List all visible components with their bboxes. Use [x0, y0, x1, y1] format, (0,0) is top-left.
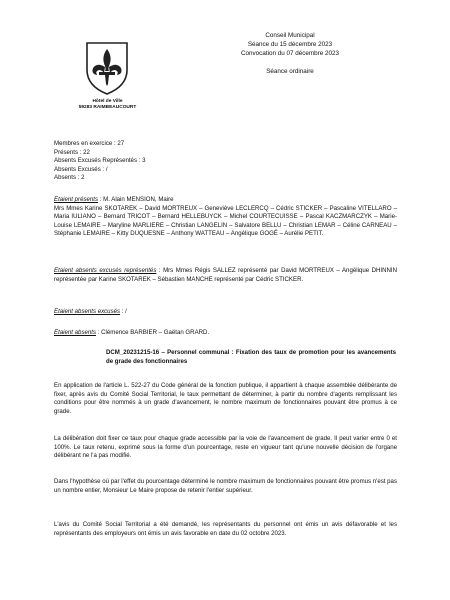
count-presents: Présents : 22: [54, 148, 90, 156]
excused-represented-text: : Mrs Mmes Régis SALLEZ représenté par David MORTREUX – Angélique DHINNIN représentée par Karine SKOTAREK – Sébastien MANCHE représenté par Cédric STICKER.: [54, 267, 397, 283]
absents-text: : Clémence BARBIER – Gaëtan GRARD.: [96, 329, 210, 336]
absents-label: Etaient absents: [54, 329, 97, 336]
session-header: [215, 31, 365, 76]
session-date: Séance du 15 décembre 2023: [247, 41, 333, 48]
count-exercice: Membres en exercice : 27: [54, 140, 125, 147]
deliberation-title: DCM_20231215-16 – Personnel communal : Fixation des taux de promotion pour les avancements de grade des fonctionnaires: [106, 349, 396, 365]
absents-section: [54, 329, 397, 338]
count-excuses: Absents Excusés : /: [54, 165, 108, 173]
address-block: [60, 99, 155, 111]
count-absents: Absents : 2: [54, 174, 85, 182]
attendance-counts: [54, 140, 397, 183]
council-name: Conseil Municipal: [265, 32, 315, 39]
session-type: Séance ordinaire: [266, 68, 314, 75]
paragraph-4: L'avis du Comité Social Territorial a été demandé, les représentants du personnel ont émis un avis défavorable et les représentants des employeurs ont émis un avis favorable en date du 02 octobre 2023.: [54, 521, 397, 537]
fleur-de-lis-shield-icon: [84, 40, 130, 96]
excused-text: : /: [120, 308, 127, 315]
address-line-1: Hôtel de Ville: [92, 99, 123, 104]
address-line-2: 59283 RAIMBEAUCOURT: [78, 105, 137, 110]
count-excuses-representes: Absents Excusés Représentés : 3: [54, 157, 146, 165]
paragraph-3: Dans l'hypothèse où par l'effet du pourcentage déterminé le nombre maximum de fonctionnaires pouvant être promus n'est pas un nombre entier, Monsieur Le Maire propose de retenir l'entier supérieur.: [54, 478, 397, 494]
excused-represented-label: Etaient absents excusés représentés: [54, 267, 157, 274]
presents-label: Etaient présents: [54, 196, 99, 203]
excused-label: Etaient absents excusés: [54, 308, 121, 315]
presents-mayor: : M. Alain MENSION, Maire: [98, 196, 174, 203]
paragraph-2: La délibération doit fixer ce taux pour chaque grade accessible par la voie de l'avancement de grade. Il peut varier entre 0 et 100%. Le taux retenu, exprimé sous la forme d'un pourcentage, reste en vigueur tant qu'une nouvelle décision de l'organe délibérant ne l'a pas modifié.: [54, 435, 397, 460]
paragraph-1: En application de l'article L. 522-27 du Code général de la fonction publique, il appartient à chaque assemblée délibérante de fixer, après avis du Comité Social Territorial, le taux permettant de déterminer, à partir du nombre d'agents remplissant les conditions pour être nommés à un grade d'avancement, le nombre maximum de fonctionnaires pouvant être promus à ce grade.: [54, 382, 397, 415]
convocation-date: Convocation du 07 décembre 2023: [240, 50, 340, 57]
excused-represented-section: [54, 267, 397, 284]
excused-section: [54, 308, 397, 317]
presents-list: Mrs Mmes Karine SKOTAREK – David MORTREUX – Geneviève LECLERCQ – Cédric STICKER – Pascaline VITELLARO – Maria IULIANO – Bernard TRICOT – Bernard HELLEBUYCK – Michel COURTECUISSE – Pascal KACZMARCZYK – Marie-Louise LEMAIRE – Maryline MARLIERE – Christian LANGELIN – Salvatore BELLU – Christian LEMAR – Céline CARNEAU – Stéphanie LEMAIRE – Kitty DUQUESNE – Anthony WATTEAU – Angélique GOGÉ – Aurélie PETIT.: [54, 204, 397, 238]
presents-section: [54, 196, 397, 239]
